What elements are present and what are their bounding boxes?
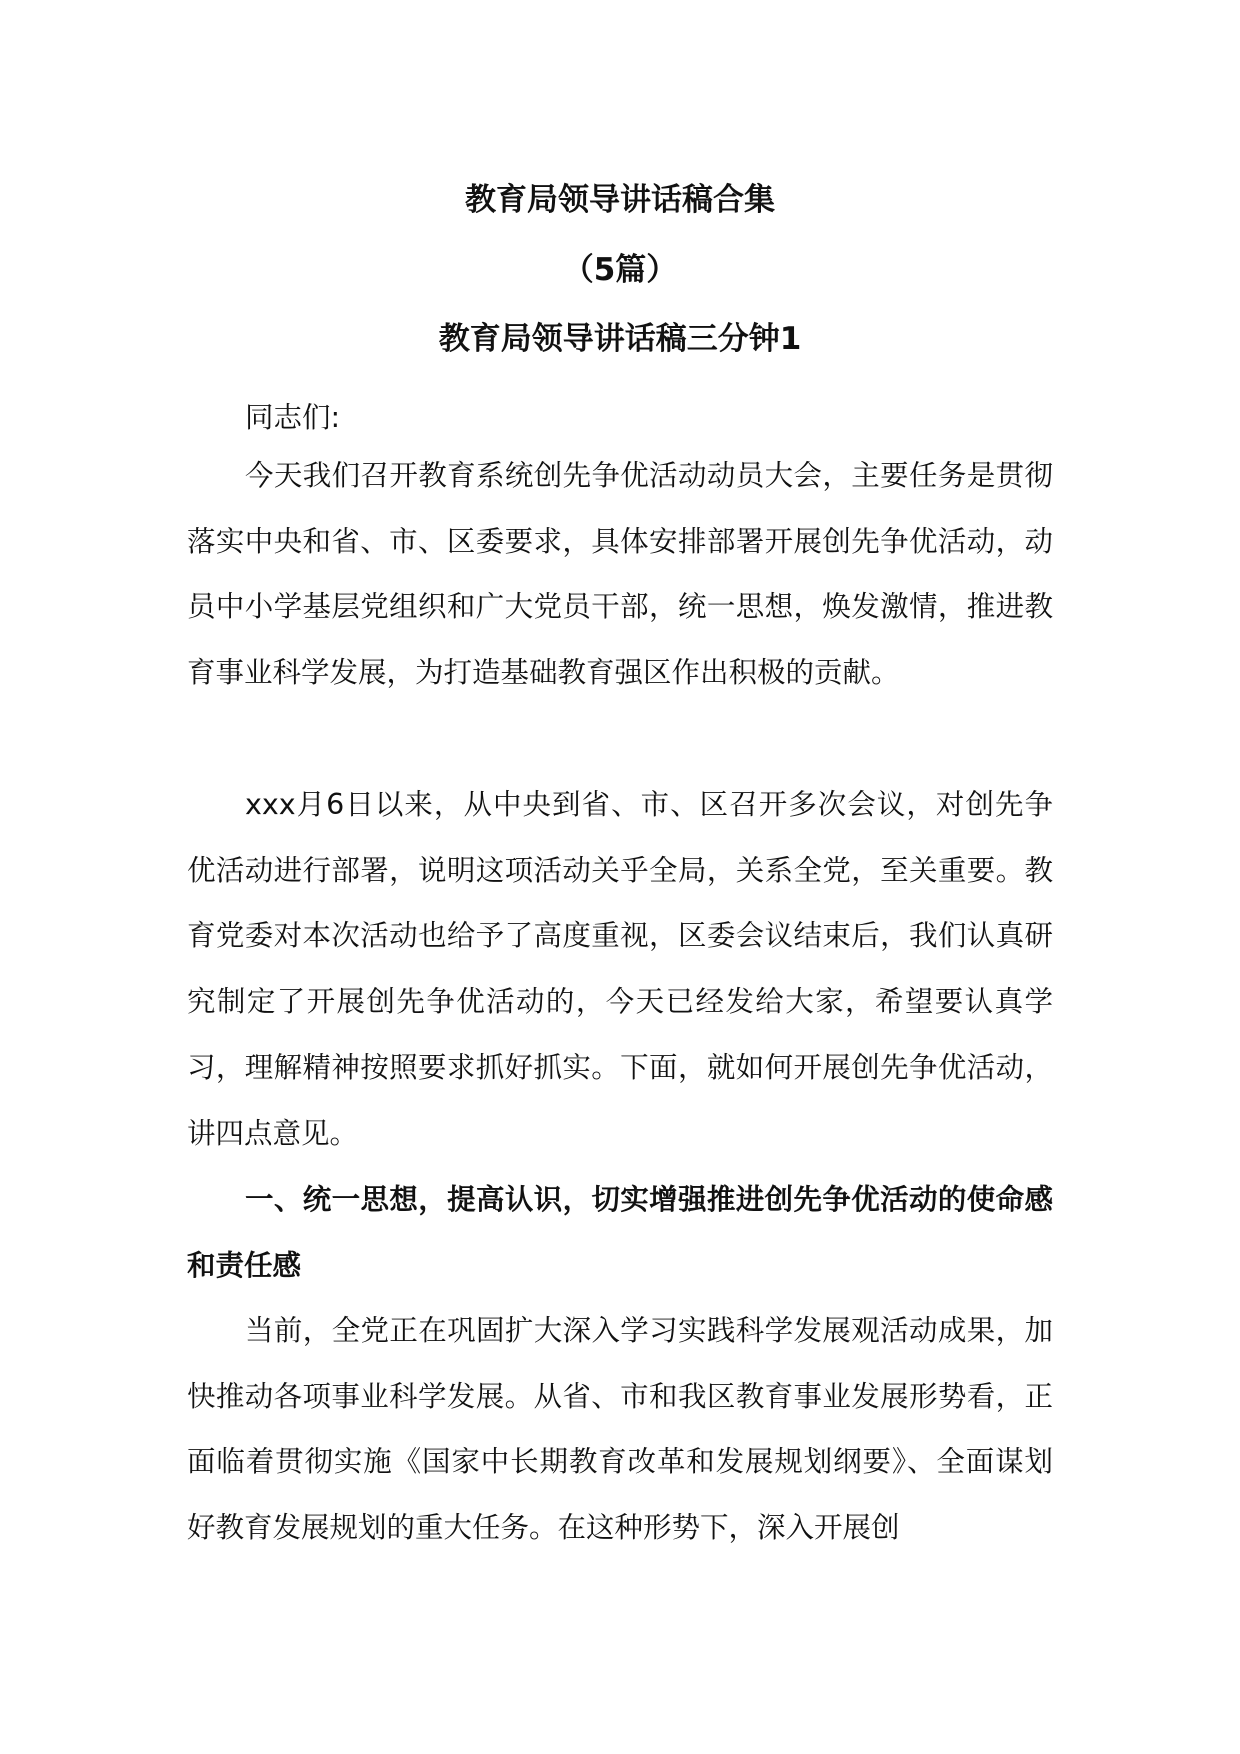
section-heading: 一、统一思想，提高认识，切实增强推进创先争优活动的使命感和责任感 xyxy=(187,1183,1053,1282)
greeting: 同志们: xyxy=(245,401,341,434)
body-paragraph: 今天我们召开教育系统创先争优活动动员大会，主要任务是贯彻落实中央和省、市、区委要求，具体安排部署开展创先争优活动，动员中小学基层党组织和广大党员干部，统一思想，焕发激情，推进教育事业科学发展，为打造基础教育强区作出积极的贡献。 xyxy=(187,459,1053,690)
body-paragraph: xxx月6日以来，从中央到省、市、区召开多次会议，对创先争优活动进行部署，说明这项活动关乎全局，关系全党，至关重要。教育党委对本次活动也给予了高度重视，区委会议结束后，我们认真研究制定了开展创先争优活动的，今天已经发给大家，希望要认真学习，理解精神按照要求抓好抓实。下面，就如何开展创先争优活动，讲四点意见。 xyxy=(187,788,1053,1150)
article-count-label: （5篇） xyxy=(562,252,678,288)
body-paragraph: 当前，全党正在巩固扩大深入学习实践科学发展观活动成果，加快推动各项事业科学发展。从省、市和我区教育事业发展形势看，正面临着贯彻实施《国家中长期教育改革和发展规划纲要》、全面谋划好教育发展规划的重大任务。在这种形势下，深入开展创 xyxy=(187,1314,1053,1545)
speech-title: 教育局领导讲话稿三分钟1 xyxy=(438,321,802,357)
document-title: 教育局领导讲话稿合集 xyxy=(465,182,775,218)
